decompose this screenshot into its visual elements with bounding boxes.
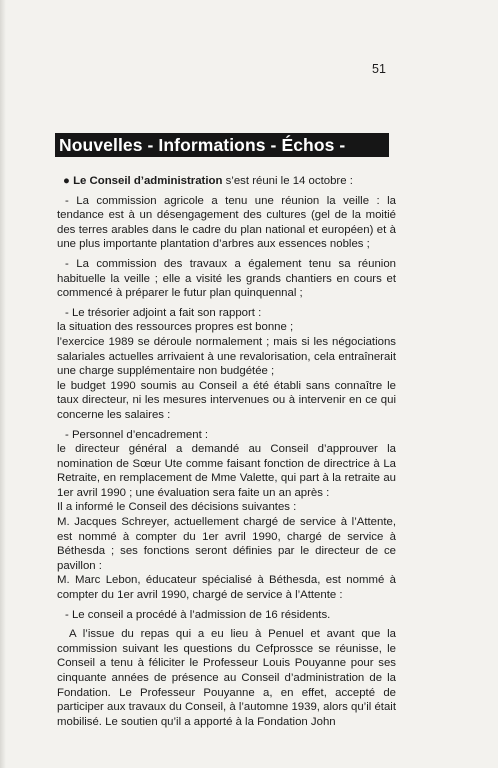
section-heading: Nouvelles - Informations - Échos - (55, 133, 389, 157)
paragraph-ressources: la situation des ressources propres est bonne ; (57, 321, 294, 334)
paragraph-exercice: l’exercice 1989 se déroule normalement ; mais si les négociations salariales actuelles arrivaient à une revalorisation, cela entraînerait une charge supplémentaire non budgétée ; (57, 335, 396, 378)
paragraph-lebon: M. Marc Lebon, éducateur spécialisé à Béthesda, est nommé à compter du 1er avril 1990, chargé de service à l’Attente : (57, 574, 396, 602)
lead-line (57, 174, 396, 189)
paragraph-informe: Il a informé le Conseil des décisions suivantes : (57, 501, 297, 514)
page-number: 51 (372, 62, 386, 76)
paragraph-schreyer: M. Jacques Schreyer, actuellement chargé de service à l’Attente, est nommé à compter du 1er avril 1990, chargé de service à Béthesda ; ses fonctions seront définies par le directeur de ce pavillon : (57, 516, 396, 572)
lead-rest: s’est réuni le 14 octobre : (222, 175, 353, 187)
page-edge (0, 0, 6, 768)
paragraph-tresorier: - Le trésorier adjoint a fait son rapport : (65, 306, 262, 319)
paragraph-travaux: - La commission des travaux a également tenu sa réunion habituelle la veille ; elle a visité les grands chantiers en cours et commencé à préparer le futur plan quinquennal ; (57, 257, 396, 300)
paragraph-directeur: le directeur général a demandé au Conseil d’approuver la nomination de Sœur Ute comme faisant fonction de directrice à La Retraite, en remplacement de Mme Valette, qui part à la retraite au 1er avril 1990 ; une évaluation sera faite un an après : (57, 443, 396, 499)
paragraph-pouyanne: A l’issue du repas qui a eu lieu à Penuel et avant que la commission suivant les questions du Cefprossce se réunisse, le Conseil a tenu à féliciter le Professeur Louis Pouyanne pour ses cinquante années de présence au Conseil d’administration de la Fondation. Le Professeur Pouyanne a, en effet, accepté de participer aux travaux du Conseil, à l’automne 1939, alors qu’il était mobilisé. Le soutien qu’il a apporté à la Fondation John (57, 628, 396, 728)
paragraph-personnel: - Personnel d’encadrement : (65, 428, 209, 441)
bullet-icon: ● (63, 175, 70, 187)
paragraph-agricole: - La commission agricole a tenu une réunion la veille : la tendance est à un désengagement des cultures (gel de la moitié des terres arables dans le cadre du plan national et européen) et à une plus importante plantation d’arbres aux essences nobles ; (57, 194, 396, 251)
lead-subject: Le Conseil d’administration (73, 175, 223, 187)
paragraph-budget: le budget 1990 soumis au Conseil a été établi sans connaître le taux directeur, ni les mesures intervenues ou à intervenir en ce qui concerne les salaires : (57, 379, 396, 421)
paragraph-admission: - Le conseil a procédé à l’admission de 16 résidents. (65, 608, 331, 621)
article-body (57, 174, 396, 729)
